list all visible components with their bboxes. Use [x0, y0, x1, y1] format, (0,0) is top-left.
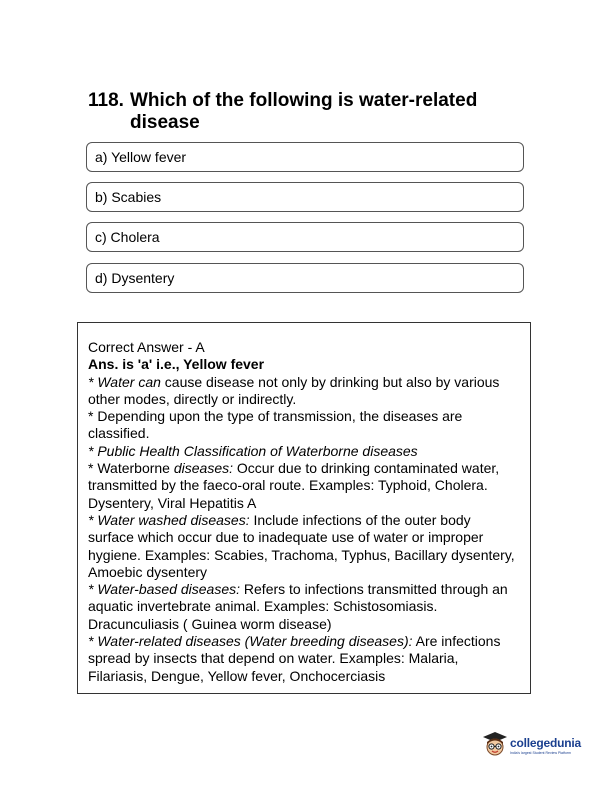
- explanation-para-1: * Water can cause disease not only by drinking but also by various other modes, directly or indirectly.: [88, 373, 500, 407]
- graduate-mascot-icon: [482, 731, 508, 759]
- question-text-line2: disease: [130, 112, 200, 133]
- explanation-para-7: * Water-related diseases (Water breeding diseases): Are infections spread by insects that depend on water. Examples: Malaria, Filariasis, Dengue, Yellow fever, Onchocerciasis: [88, 633, 501, 684]
- question-text-line1: Which of the following is water-related: [130, 90, 478, 111]
- explanation-para-3: * Public Health Classification of Waterborne diseases: [88, 442, 418, 459]
- explanation-para-5: * Water washed diseases: Include infections of the outer body surface which occur due to inadequate use of water or improper hygiene. Examples: Scabies, Trachoma, Typhus, Bacillary dysentery, Amoebic dysentery: [88, 511, 515, 580]
- option-d[interactable]: d) Dysentery: [86, 263, 524, 293]
- explanation-para-4: * Waterborne diseases: Occur due to drinking contaminated water, transmitted by the faeco-oral route. Examples: Typhoid, Cholera. Dysentery, Viral Hepatitis A: [88, 460, 500, 511]
- explanation-para-2: * Depending upon the type of transmission, the diseases are classified.: [88, 408, 463, 442]
- option-a[interactable]: a) Yellow fever: [86, 142, 524, 172]
- option-c[interactable]: c) Cholera: [86, 222, 524, 252]
- answer-explanation-box: [77, 322, 531, 694]
- option-b[interactable]: b) Scabies: [86, 182, 524, 212]
- logo-wordmark: collegedunia: [510, 736, 581, 750]
- correct-answer-label: Correct Answer - A: [88, 339, 205, 355]
- question-title: [88, 90, 528, 134]
- collegedunia-logo: [482, 730, 582, 760]
- logo-tagline: India's largest Student Review Platform: [510, 751, 571, 755]
- explanation-para-6: * Water-based diseases: Refers to infections transmitted through an aquatic invertebrate animal. Examples: Schistosomiasis. Dracunculiasis ( Guinea worm disease): [88, 581, 508, 632]
- answer-heading: Ans. is 'a' i.e., Yellow fever: [88, 356, 265, 373]
- question-number: 118.: [88, 90, 124, 111]
